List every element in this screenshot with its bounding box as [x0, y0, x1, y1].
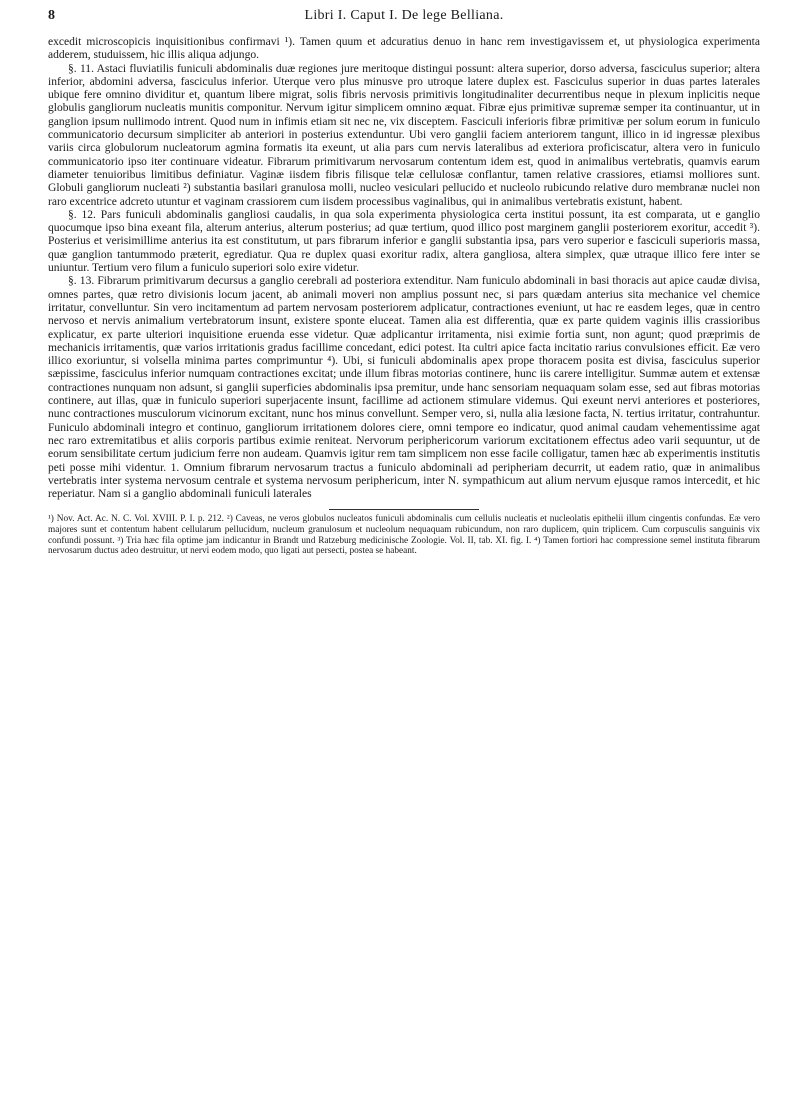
footnotes	[48, 514, 760, 556]
running-header	[48, 8, 760, 30]
paragraph-section-13: §. 13. Fibrarum primitivarum decursus a ganglio cerebrali ad posteriora extenditur. Nam funiculo abdominali in basi thoracis aut apice caudæ divisa, omnes partes, quæ retro divisionis locum jacent, ab animali moveri non amplius possunt nec, si pars quædam anterius sita mechanice vel chemice irritatur, convelluntur. Sin vero incitamentum ad partem nervosam posteriorem adplicatur, contractiones eveniunt, ut hac re easdem leges, quæ in centro nervoso et nervis animalium vertebratorum insunt, existere sponte eluceat. Tamen alia est differentia, quæ ex parte quidem vaginis illis crassioribus explicatur, ex parte ulteriori inquisitione eruenda esse videtur. Quæ adplicantur irritamenta, nisi eximie fortia sunt, non agunt; quod præprimis de mechanicis irritamentis, quæ varios irritationis gradus facillime concedant, edici potest. Ita cultri apice facta incitatio rarius convulsiones efficit. Eæ vero illico exoriuntur, si volsella minima partes comprimuntur ⁴). Ubi, si funiculi abdominalis apex prope thoracem posita est divisa, fasciculus superior sæpissime, fasciculus inferior numquam contractiones excitat; unde illum fibras motorias continere, hunc iis carere intelligitur. Summæ autem et extensæ contractiones nunquam non adsunt, si ganglii superficies abdominalis ipsa premitur, unde hanc sensoriam nequaquam solam esse, sed aut fibras motorias continere, aut illas, quæ in funiculo superiori superjacente insunt, facillime ad actionem stimulare videmus. Qui exeunt nervi anteriores et posteriores, nunc contractiones musculorum vicinorum excitant, nunc hos minus convellunt. Semper vero, si, nulla alia læsione facta, N. tertius irritatur, contrahuntur. Funiculo abdominali integro et continuo, gangliorum irritationem dolores ciere, omni tempore eo indicatur, quod animal caudam vehementissime agat nec raro extremitatibus et aliis corporis partibus eximie reniteat. Nervorum periphericorum variorum excitationem effectus adeo varii sequuntur, ut de eorum sensibilitate certum judicium ferre non audeam. Quamvis igitur rem tam simplicem non esse facile colligatur, tamen hæc ab experimentis institutis peti posse mihi videntur. 1. Omnium fibrarum nervosarum tractus a funiculo abdominali ad peripheriam decurrit, ut eadem ratio, quæ in animalibus vertebratis inter systema nervosum centrale et systema nervosum periphericum, inter N. sympathicum aut alium nervum ejusque ramos intercedit, et hic reperiatur. Nam si a ganglio abdominali funiculi laterales	[48, 275, 760, 501]
body-text	[48, 36, 760, 501]
footnote-divider	[329, 509, 479, 510]
paragraph-continuation: excedit microscopicis inquisitionibus confirmavi ¹). Tamen quum et adcuratius denuo in hanc rem investigavissem et, ut physiologica experimenta adderem, studuissem, hic illis aliqua adjungo.	[48, 36, 760, 62]
page-number: 8	[48, 8, 55, 23]
paragraph-section-11: §. 11. Astaci fluviatilis funiculi abdominalis duæ regiones jure meritoque distingui possunt: altera superior, dorso adversa, fasciculus superior; altera inferior, abdomini adversa, fasciculus inferior. Uterque vero plus minusve pro utroque latere duplex est. Fasciculus superior in duas partes laterales ubique fere omnino dividitur et, quantum libere migrat, solis fibris nervosis primitivis longitudinaliter decurrentibus neque in plexum inplicitis neque globulis gangliorum nucleatis munitis componitur. Nervum igitur simplicem omnino æquat. Fibræ ejus primitivæ supremæ semper ita continuantur, ut in ganglion ipsum nullimodo intrent. Quod num in infimis etiam sit nec ne, vix disceptem. Fasciculi inferioris fibræ primitivæ per solum eorum in funiculo communicatorio decursum simpliciter ab anteriori in posterius extenduntur. Ubi vero ganglii faciem anteriorem tangunt, illico in id ingressæ plexibus variis circa globulorum nucleatorum agmina formatis ita exeunt, ut alia pars cum nervis lateralibus ad exteriora proficiscatur, altera vero in funiculo communicatorio ipso iter continuare videatur. Fibrarum primitivarum nervosarum contentum idem est, quod in animalibus vertebratis, quamvis earum diameter tenuioribus limitibus definiatur. Vaginæ iisdem fibris filisque telæ cellulosæ conflantur, tamen relative crassiores, etiamsi molliores sunt. Globuli gangliorum nucleati ²) substantia basilari granulosa molli, nucleo vesiculari pellucido et nucleolo rubicundo relative duro membranæ nuclei non raro excentrice adcreto utuntur et vaginam crassiorem cum iisdem processibus vaginalibus, qui in animalibus vertebratis existunt, habent.	[48, 62, 760, 208]
footnotes-text: ¹) Nov. Act. Ac. N. C. Vol. XVIII. P. I. p. 212. ²) Caveas, ne veros globulos nucleatos funiculi abdominalis cum cellulis nucleatis et nucleolatis epithelii illum cingentis confundas. Eæ vero majores sunt et contentum habent cellularum pellucidum, nucleum granulosum et nucleolum nequaquam rubicundum, non raro duplicem, quin triplicem. Cum corpusculis sanguinis vix confundi possunt. ³) Tria hæc fila optime jam indicantur in Brandt und Ratzeburg medicinische Zoologie. Vol. II, tab. XI. fig. I. ⁴) Tamen fortiori hac compressione semel instituta fibrarum nervosarum ductus adeo destruitur, ut nervi eodem modo, quo ligati aut persecti, postea se habeant.	[48, 514, 760, 557]
paragraph-section-12: §. 12. Pars funiculi abdominalis gangliosi caudalis, in qua sola experimenta physiologica certa institui possunt, ita est comparata, ut e ganglio quocumque ipso bina exeant fila, alterum anterius, alterum posterius; ad quæ tertium, quod illico post marginem ganglii posteriorem exoritur, accedit ³). Posterius et verisimillime anterius ita est constitutum, ut pars fibrarum inferior e ganglii substantia ipsa, pars vero superior e fasciculi superioris massa, quæ ganglion tantummodo præterit, egrediatur. Qua re duplex quasi exoritur radix, altera gangliosa, altera simplex, quæ utraque illico fere inter se uniuntur. Tertium vero filum a funiculo superiori solo exire videtur.	[48, 208, 760, 275]
running-title: Libri I. Caput I. De lege Belliana.	[304, 8, 504, 23]
